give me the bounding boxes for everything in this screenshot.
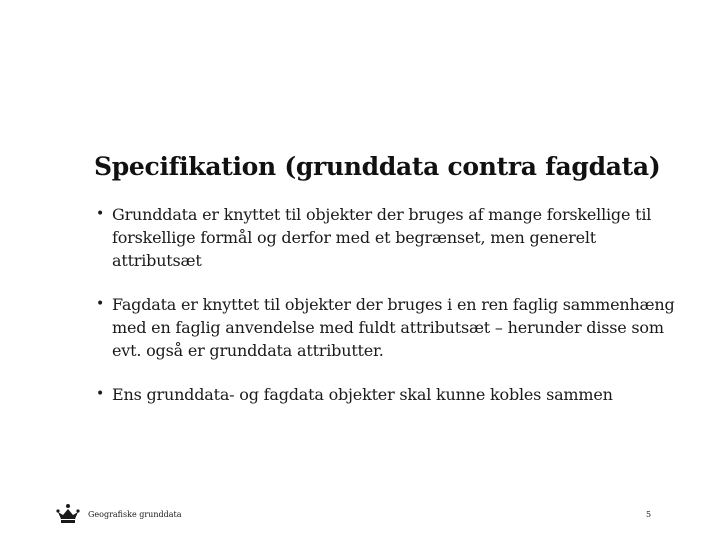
bullet-marker: • [96,296,105,312]
bullet-item [94,293,684,362]
bullet-text: Ens grunddata- og fagdata objekter skal kunne kobles sammen [112,385,613,404]
footer-text: Geografiske grunddata [88,510,182,519]
bullet-text: Fagdata er knyttet til objekter der bruges i en ren faglig sammenhæng med en faglig anvendelse med fuldt attributsæt – herunder disse som evt. også er grunddata attributter. [112,295,675,360]
bullet-text: Grunddata er knyttet til objekter der bruges af mange forskellige til forskellige formål og derfor med et begrænset, men generelt attributsæt [112,205,652,270]
crown-icon [55,503,81,525]
bullet-item [94,203,684,272]
bullet-marker: • [96,386,105,402]
bullet-marker: • [96,206,105,222]
bullet-item [94,383,684,406]
slide-title: Specifikation (grunddata contra fagdata) [94,152,661,181]
bullet-list [94,203,684,427]
page-number: 5 [646,510,652,519]
